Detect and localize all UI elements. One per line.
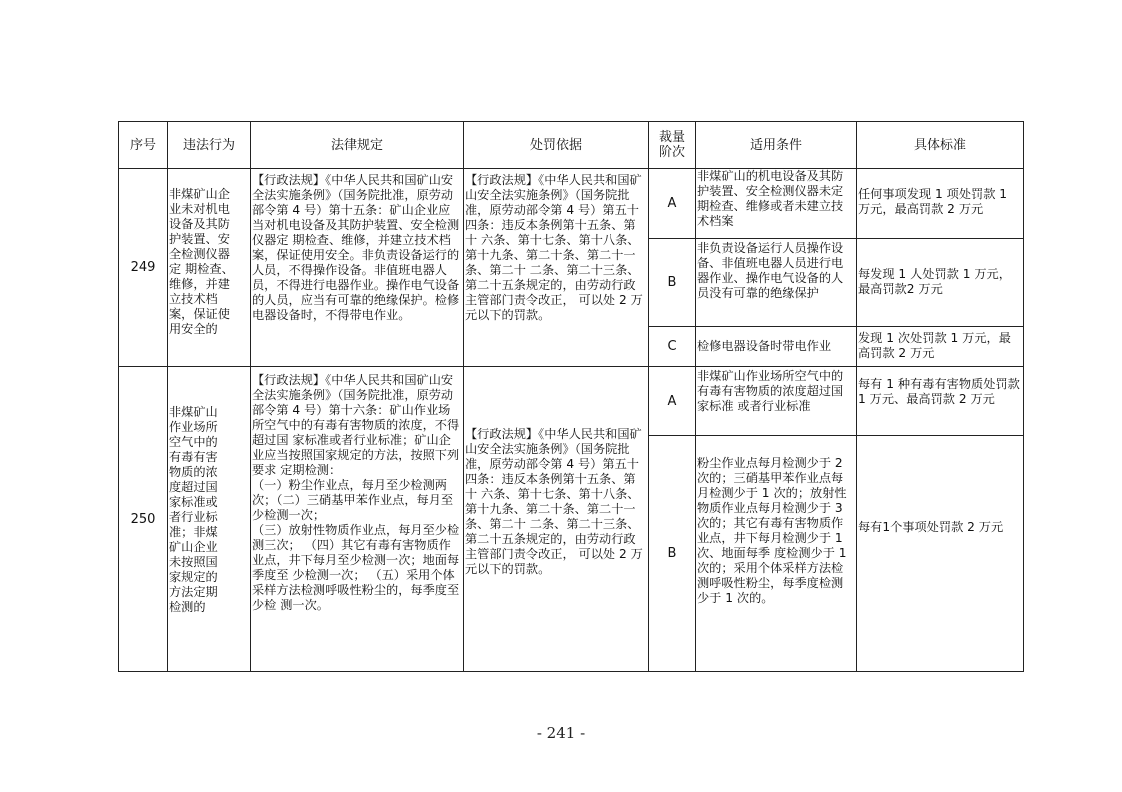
condition-cell: 粉尘作业点每月检测少于 2 次的；三硝基甲苯作业点每月检测少于 1 次的；放射性物质作业点每月检测少于 3 次的；其它有毒有害物质作业点，井下每月检测少于 1 次、地面每季 度检测少于 1 次的；采用个体采样方法检测呼吸性粉尘，每季度检测少于 1 次的。 xyxy=(696,436,857,672)
penalty-table xyxy=(118,121,1024,672)
header-cell-basis: 处罚依据 xyxy=(464,122,649,169)
condition-cell: 非负责设备运行人员操作设备、非值班电器人员进行电器作业、操作电气设备的人员没有可靠的绝缘保护 xyxy=(696,239,857,327)
table-row xyxy=(119,367,1024,436)
violation-cell: 非煤矿山 作业场所 空气中的 有毒有害 物质的浓 度超过国 家标准或 者行业标 准；非煤 矿山企业 未按照国 家规定的 方法定期 检测的 xyxy=(168,367,251,672)
header-row xyxy=(119,122,1024,169)
row-number: 249 xyxy=(119,169,168,367)
condition-cell: 检修电器设备时带电作业 xyxy=(696,327,857,367)
level-cell: C xyxy=(649,327,696,367)
standard-cell: 发现 1 次处罚款 1 万元，最高罚款 2 万元 xyxy=(857,327,1024,367)
law-cell: 【行政法规】《中华人民共和国矿山安全法实施条例》（国务院批准，原劳动部令第 4 号）第十五条：矿山企业应当对机电设备及其防护装置、安全检测仪器定 期检查、维修，并建立技术档案，保证使用安全。非负责设备运行的人员，不得操作设备。非值班电器人员，不得进行电器作业。操作电气设备的人员，应当有可靠的绝缘保护。检修电器设备时，不得带电作业。 xyxy=(251,169,464,367)
standard-cell: 每有1个事项处罚款 2 万元 xyxy=(857,436,1024,672)
level-cell: B xyxy=(649,239,696,327)
condition-cell: 非煤矿山作业场所空气中的有毒有害物质的浓度超过国家标准 或者行业标准 xyxy=(696,367,857,436)
standard-cell: 每发现 1 人处罚款 1 万元，最高罚款2 万元 xyxy=(857,239,1024,327)
page-number: - 241 - xyxy=(536,724,586,742)
level-cell: B xyxy=(649,436,696,672)
condition-cell: 非煤矿山的机电设备及其防护装置、安全检测仪器未定期检查、维修或者未建立技术档案 xyxy=(696,169,857,239)
standard-cell: 任何事项发现 1 项处罚款 1 万元，最高罚款 2 万元 xyxy=(857,169,1024,239)
table-row xyxy=(119,169,1024,239)
basis-cell: 【行政法规】《中华人民共和国矿山安全法实施条例》（国务院批准，原劳动部令第 4 号）第五十四条：违反本条例第十五条、第十 六条、第十七条、第十八条、第十九条、第二十条、第二十一条、第二十 二条、第二十三条、第二十五条规定的，由劳动行政主管部门责令改正， 可以处 2 万元以下的罚款。 xyxy=(464,367,649,672)
header-cell-condition: 适用条件 xyxy=(696,122,857,169)
basis-cell: 【行政法规】《中华人民共和国矿山安全法实施条例》（国务院批准，原劳动部令第 4 号）第五十四条：违反本条例第十五条、第十 六条、第十七条、第十八条、第十九条、第二十条、第二十一条、第二十 二条、第二十三条、第二十五条规定的，由劳动行政主管部门责令改正， 可以处 2 万元以下的罚款。 xyxy=(464,169,649,367)
row-number: 250 xyxy=(119,367,168,672)
standard-cell: 每有 1 种有毒有害物质处罚款 1 万元、最高罚款 2 万元 xyxy=(857,367,1024,436)
level-cell: A xyxy=(649,367,696,436)
header-cell-standard: 具体标准 xyxy=(857,122,1024,169)
header-cell-law: 法律规定 xyxy=(251,122,464,169)
header-cell-level: 裁量 阶次 xyxy=(649,122,696,169)
violation-cell: 非煤矿山企 业未对机电 设备及其防 护装置、安 全检测仪器 定 期检查、 维修，并建 立技术档 案，保证使 用安全的 xyxy=(168,169,251,367)
header-cell-no: 序号 xyxy=(119,122,168,169)
level-cell: A xyxy=(649,169,696,239)
header-cell-violation: 违法行为 xyxy=(168,122,251,169)
law-cell: 【行政法规】《中华人民共和国矿山安全法实施条例》（国务院批准，原劳动部令第 4 号）第十六条：矿山作业场所空气中的有毒有害物质的浓度，不得超过国 家标准或者行业标准；矿山企业应当按照国家规定的方法，按照下列要求 定期检测： （一）粉尘作业点，每月至少检测两次；（二）三硝基甲苯作业点，每月至少检测一次； （三）放射性物质作业点，每月至少检测三次； （四）其它有毒有害物质作业点，井下每月至少检测一次；地面每季度至 少检测一次； （五）采用个体采样方法检测呼吸性粉尘的，每季度至少检 测一次。 xyxy=(251,367,464,672)
